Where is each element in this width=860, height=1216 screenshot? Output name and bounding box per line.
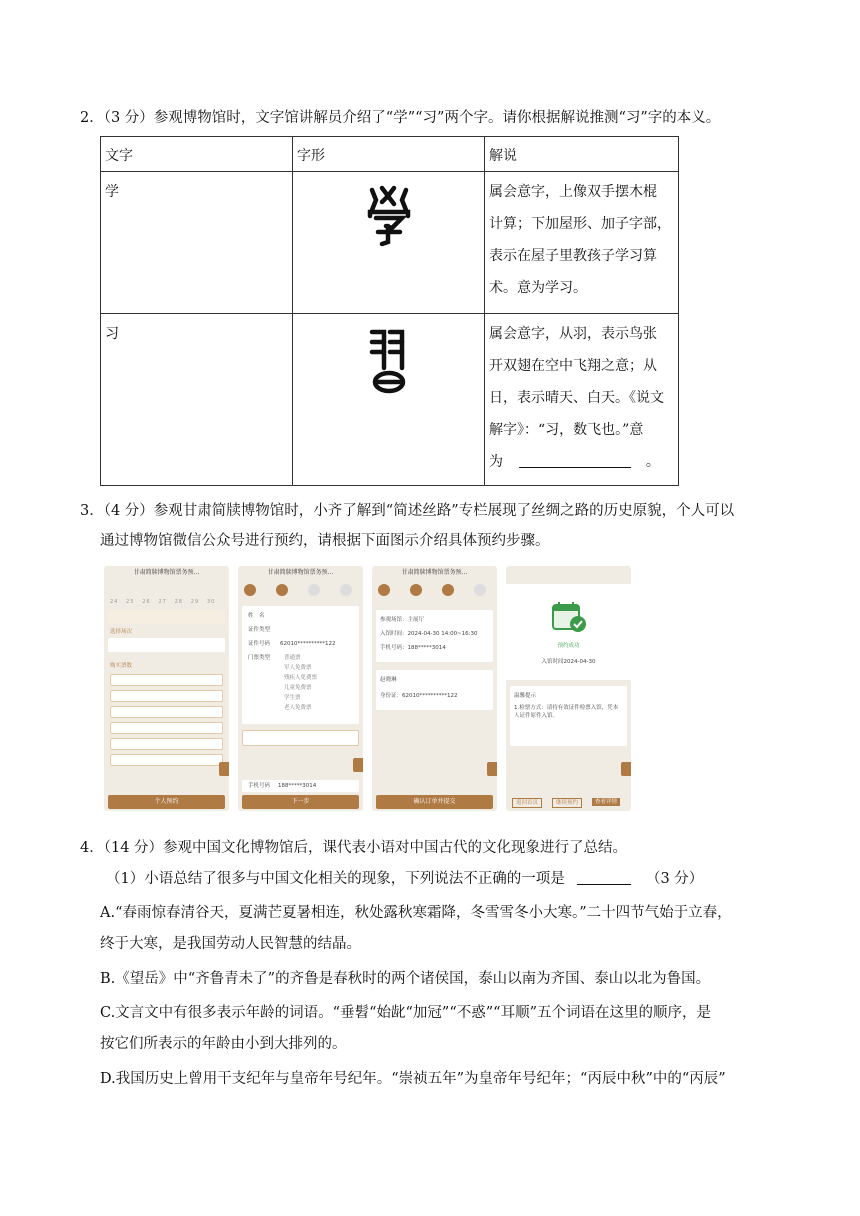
id-number-value[interactable]: 62010**********122 [280, 641, 336, 647]
cell-explanation-xi [485, 314, 679, 486]
view-details-button[interactable]: 查看详情 [592, 798, 620, 806]
field-label: 证件号码 [248, 641, 271, 647]
screen-title: 甘肃简牍博物馆票务预... [267, 569, 334, 576]
ticket-option[interactable]: 儿童免费票 [284, 685, 312, 691]
field-label: 门票类型 [248, 655, 271, 661]
calendar-row [108, 610, 225, 624]
header-explanation: 解说 [485, 137, 679, 172]
phone-screen-2 [238, 566, 363, 811]
confirm-order-button[interactable]: 确认订单并提交 [376, 795, 493, 809]
table-row-xi [101, 314, 679, 486]
header-glyph: 字形 [293, 137, 485, 172]
side-tab[interactable] [621, 762, 631, 776]
cell-char-xue: 学 [101, 172, 293, 314]
step-indicator [378, 584, 390, 596]
phone-label: 手机号码 [248, 783, 271, 789]
oracle-bone-xi-glyph-icon [368, 326, 410, 396]
side-tab[interactable] [487, 762, 497, 776]
sub1-prompt: （1）小语总结了很多与中国文化相关的现象，下列说法不正确的一项是 [106, 871, 565, 887]
cell-glyph-xi [293, 314, 485, 486]
phone-value: 188*****3014 [278, 783, 317, 789]
venue-line: 参观场馆：主展厅 [380, 617, 425, 623]
answer-prefix: 为 [489, 454, 503, 470]
cell-explanation-xue [485, 172, 679, 314]
side-tab[interactable] [353, 758, 363, 772]
entry-date: 入馆时间2024-04-30 [541, 659, 596, 665]
header-char: 文字 [101, 137, 293, 172]
notice-title: 温馨提示 [514, 693, 537, 699]
date-cell[interactable]: 28 [174, 599, 183, 605]
date-cell[interactable]: 24 [110, 599, 119, 605]
step-indicator [244, 584, 256, 596]
question-4-sub1 [106, 869, 703, 889]
ticket-type-row[interactable] [110, 674, 223, 686]
explanation-line: 计算；下加屋形、加子字部， [489, 216, 671, 232]
cell-glyph-xue [293, 172, 485, 314]
question-3-line-2: 通过博物馆微信公众号进行预约，请根据下面图示介绍具体预约步骤。 [100, 533, 550, 549]
section-ticket-label: 购买票数 [110, 663, 133, 669]
side-tab[interactable] [219, 762, 229, 776]
screen-title [506, 566, 631, 580]
explanation-line: 日，表示晴天、白天。《说文 [489, 390, 664, 406]
oracle-bone-xue-glyph-icon [366, 182, 412, 248]
phone-screen-4 [506, 566, 631, 811]
screen-title: 甘肃简牍博物馆票务预... [133, 569, 200, 576]
question-4-stem: 4．（14 分）参观中国文化博物馆后，课代表小语对中国古代的文化现象进行了总结。 [80, 840, 628, 856]
explanation-line: 术。意为学习。 [489, 280, 587, 296]
answer-suffix: 。 [645, 454, 660, 470]
option-d: D.我国历史上曾用干支纪年与皇帝年号纪年。“崇祯五年”为皇帝年号纪年；“丙辰中秋”中的“丙辰” [100, 1071, 726, 1087]
date-cell[interactable]: 26 [142, 599, 151, 605]
ticket-type-row[interactable] [110, 690, 223, 702]
section-session-label: 选择场次 [110, 629, 133, 635]
session-options[interactable] [108, 638, 225, 652]
add-visitor-row[interactable] [242, 730, 359, 746]
character-table [100, 136, 679, 486]
sub1-score: （3 分） [645, 871, 704, 887]
notice-text: 1.检票方式：请持有效证件检票入馆，凭本人证件原件入馆。 [514, 705, 619, 719]
step-indicator [442, 584, 454, 596]
field-label: 证件类型 [248, 627, 271, 633]
ticket-type-row[interactable] [110, 754, 223, 766]
date-cell[interactable]: 27 [158, 599, 167, 605]
ticket-option[interactable]: 残疾人免费票 [284, 675, 318, 681]
ticket-type-row[interactable] [110, 706, 223, 718]
step-indicator [308, 584, 320, 596]
ticket-option[interactable]: 普通票 [284, 655, 301, 661]
explanation-line: 属会意字，从羽，表示鸟张 [489, 326, 657, 342]
screen-title: 甘肃简牍博物馆票务预... [401, 569, 468, 576]
explanation-line: 表示在屋子里教孩子学习算 [489, 248, 657, 264]
table-row-xue [101, 172, 679, 314]
field-label: 姓 名 [248, 613, 265, 619]
question-2-stem: 2．（3 分）参观博物馆时，文字馆讲解员介绍了“学”“习”两个字。请你根据解说推测“习”字的本义。 [80, 110, 721, 126]
success-label: 预约成功 [557, 643, 580, 649]
option-b: B.《望岳》中“齐鲁青未了”的齐鲁是春秋时的两个诸侯国，泰山以南为齐国、泰山以北为鲁国。 [100, 971, 711, 987]
booking-steps-figure [104, 566, 631, 811]
question-3-line-1: 3．（4 分）参观甘肃简牍博物馆时，小齐了解到“简述丝路”专栏展现了丝绸之路的历史原貌，个人可以 [80, 503, 735, 519]
date-cell[interactable]: 25 [126, 599, 135, 605]
next-step-button[interactable]: 下一步 [242, 795, 359, 809]
calendar-check-icon [550, 600, 588, 634]
step-indicator [410, 584, 422, 596]
back-home-button[interactable]: 返回首页 [512, 798, 542, 808]
step-indicator [276, 584, 288, 596]
option-a-line-1: A.“春雨惊春清谷天，夏满芒夏暑相连，秋处露秋寒霜降，冬雪雪冬小大寒。”二十四节气始于立春， [100, 905, 732, 921]
date-cell[interactable]: 29 [190, 599, 200, 605]
explanation-line: 开双翅在空中飞翔之意；从 [489, 358, 657, 374]
ticket-option[interactable]: 军人免费票 [284, 665, 312, 671]
explanation-line: 解字》：“习，数飞也。”意 [489, 422, 644, 438]
continue-booking-button[interactable]: 继续预约 [552, 798, 582, 808]
answer-line [489, 446, 674, 478]
phone-screen-3 [372, 566, 497, 811]
ticket-option[interactable]: 老人免费票 [284, 705, 312, 711]
personal-booking-button[interactable]: 个人预约 [108, 795, 225, 809]
step-indicator [474, 584, 486, 596]
cell-char-xi: 习 [101, 314, 293, 486]
phone-screen-1 [104, 566, 229, 811]
date-cell[interactable]: 30 [206, 599, 216, 605]
visitor-name: 赵晓琳 [380, 677, 397, 683]
time-line: 入馆时间：2024-04-30 14:00~16:30 [380, 631, 478, 637]
step-indicator [340, 584, 352, 596]
option-c-line-1: C.文言文中有很多表示年龄的词语。“垂髫“始龀“加冠”“不惑”“耳顺”五个词语在这里的顺序，是 [100, 1005, 711, 1021]
ticket-type-row[interactable] [110, 738, 223, 750]
option-a-line-2: 终于大寒，是我国劳动人民智慧的结晶。 [100, 936, 361, 952]
explanation-line: 属会意字，上像双手摆木棍 [489, 184, 657, 200]
ticket-option[interactable]: 学生票 [284, 695, 301, 701]
visitor-id: 身份证：62010**********122 [380, 693, 458, 699]
table-header-row [101, 137, 679, 172]
phone-line: 手机号码：188*****3014 [380, 645, 446, 651]
option-c-line-2: 按它们所表示的年龄由小到大排列的。 [100, 1036, 347, 1052]
calendar-header [110, 598, 215, 606]
sub1-answer-blank[interactable] [577, 870, 631, 885]
ticket-type-row[interactable] [110, 722, 223, 734]
answer-blank[interactable] [519, 453, 631, 468]
